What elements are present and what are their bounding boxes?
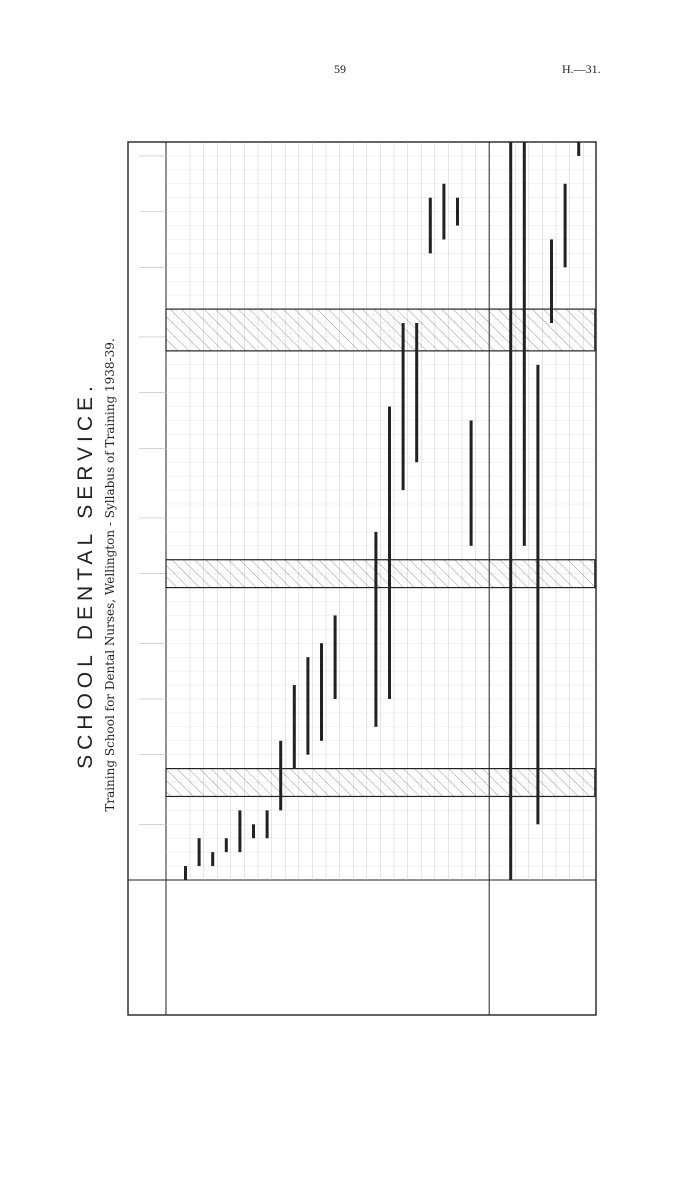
schedule-bar [429,198,432,254]
page-number: 59 [334,62,346,76]
vacation-block [166,769,595,797]
chart-title: SCHOOL DENTAL SERVICE. [74,381,97,769]
syllabus-sheet [66,130,598,1020]
schedule-bar [402,323,405,490]
schedule-bar [211,852,214,866]
schedule-bar [577,142,580,156]
schedule-bar [252,824,255,838]
chart-subtitle: Training School for Dental Nurses, Wellington - Syllabus of Training 1938-39. [103,338,117,812]
vacation-block [166,560,595,588]
schedule-bar [456,198,459,226]
schedule-bar [523,142,526,546]
rotated-chart-wrapper [66,130,598,1020]
schedule-bar [306,657,309,754]
schedule-bar [279,741,282,811]
schedule-bar [415,323,418,462]
schedule-bar [293,685,296,769]
vacation-block [166,309,595,351]
schedule-bar [320,643,323,740]
schedule-bar [442,184,445,240]
schedule-bar [388,407,391,699]
schedule-bar [564,184,567,268]
schedule-bar [238,810,241,852]
document-reference: H.—31. [562,62,601,76]
schedule-bar [266,810,269,838]
schedule-bar [470,420,473,545]
schedule-bar [184,866,187,880]
schedule-bar [550,239,553,323]
schedule-bar [374,532,377,727]
schedule-bar [509,142,512,880]
schedule-bar [225,838,228,852]
schedule-bar [334,615,337,699]
schedule-bar [198,838,201,866]
schedule-bar [536,365,539,825]
syllabus-chart [66,130,598,1020]
